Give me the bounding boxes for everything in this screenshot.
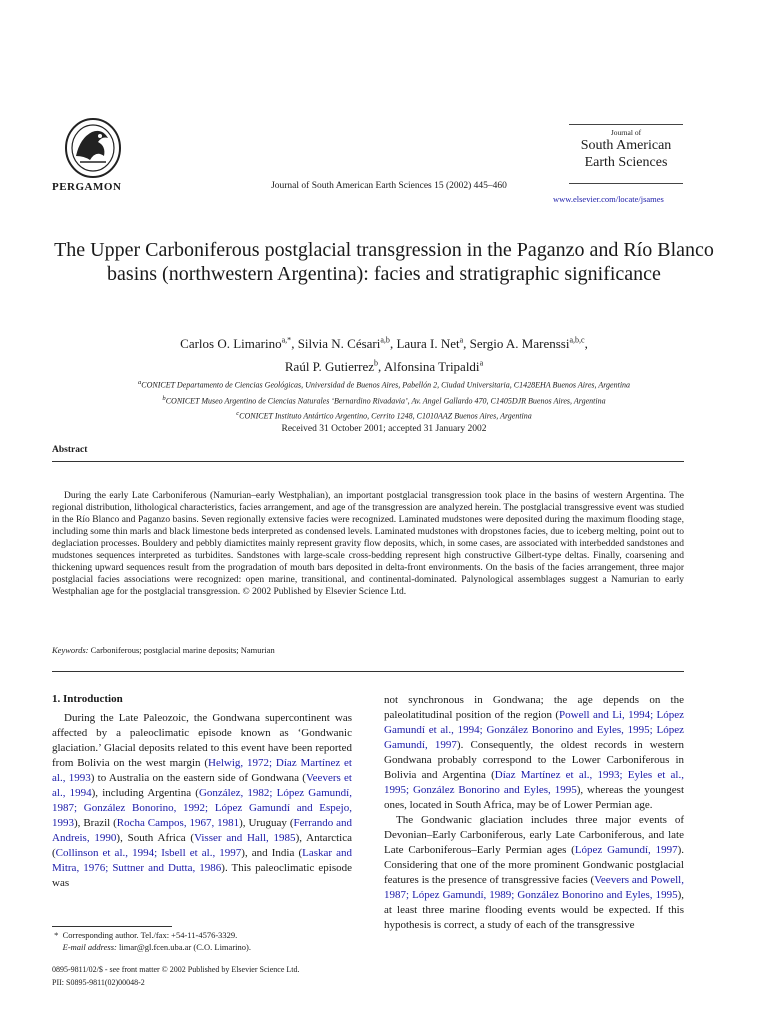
citation-link[interactable]: López Gamundí, 1997 bbox=[574, 844, 678, 856]
affiliation: $^b$CONICET Museo Argentino de Ciencias Naturales ‘Bernardino Rivadavia’, Av. Angel Gallardo 470, C1405DJR Buenos Aires, Argentina bbox=[162, 394, 606, 406]
journal-of-label: Journal of bbox=[610, 128, 642, 137]
author: Raúl P. Gutierrez$^b$, bbox=[284, 358, 384, 374]
affiliation: $^a$CONICET Departamento de Ciencias Geológicas, Universidad de Buenos Aires, Pabellón 2, Ciudad Universitaria, C1428EHA Buenos Aires, Argentina bbox=[137, 379, 631, 390]
publisher-logo bbox=[62, 116, 124, 180]
author: Laura I. Net$^a$, bbox=[396, 336, 470, 352]
abstract-heading: Abstract bbox=[52, 445, 88, 455]
paragraph: The Gondwanic glaciation includes three major events of Devonian–Early Carboniferous, early Late Carboniferous, and late Late Carboniferous–Early Permian ages (López Gamundí, 1997). Considering that one of the more prominent Gondwanic postglacial features is the presence of transgressive facies (Veevers and Powell, 1987; López Gamundí, 1989; González Bonorino and Eyles, 1995), at least three marine flooding events would be expected. If this hypothesis is correct, a study of each of the transgressive bbox=[384, 814, 684, 931]
article-title: The Upper Carboniferous postglacial transgression in the Paganzo and Río Blanco basins (northwestern Argentina): facies and stratigraphic significance bbox=[54, 239, 714, 285]
received-dates: Received 31 October 2001; accepted 31 January 2002 bbox=[281, 424, 487, 434]
author: Alfonsina Tripaldi$^a$ bbox=[383, 358, 484, 374]
journal-name bbox=[569, 137, 683, 171]
email-link[interactable]: limar@gl.fcen.uba.ar (C.O. Limarino). bbox=[118, 942, 251, 952]
citation-link[interactable]: Visser and Hall, 1985 bbox=[194, 832, 296, 844]
abstract-top-rule bbox=[52, 461, 684, 462]
right-column bbox=[384, 693, 684, 933]
journal-name-line2: Earth Sciences bbox=[584, 155, 668, 170]
publisher-name: PERGAMON bbox=[52, 181, 122, 193]
citation-link[interactable]: Collinson et al., 1994; Isbell et al., 1997 bbox=[55, 847, 242, 859]
footnote-email: E-mail address: limar@gl.fcen.uba.ar (C.O. Limarino). bbox=[62, 942, 251, 952]
paragraph: During the Late Paleozoic, the Gondwana supercontinent was affected by a paleoclimatic episode known as ‘Gondwanic glaciation.’ Glacial deposits related to this event have been reported from Bolivia on the west margin (Helwig, 1972; Díaz Martínez et al., 1993) to Australia on the eastern side of Gondwana (Veevers et al., 1994), including Argentina (González, 1982; López Gamundí, 1987; González Bonorino, 1992; López Gamundí and Espejo, 1993), Brazil (Rocha Campos, 1967, 1981), Uruguay (Ferrando and Andreis, 1990), South Africa (Visser and Hall, 1985), Antarctica (Collinson et al., 1994; Isbell et al., 1997), and India (Laskar and Mitra, 1976; Suttner and Dutta, 1986). This paleoclimatic episode was bbox=[52, 712, 353, 889]
citation-link[interactable]: Rocha Campos, 1967, 1981 bbox=[116, 817, 240, 829]
keywords-label: Keywords: bbox=[52, 645, 89, 655]
author: Carlos O. Limarino$^{a,*}$, bbox=[180, 336, 298, 352]
citation-link[interactable]: Veevers et al., 1994 bbox=[52, 772, 352, 799]
citation-link[interactable]: González, 1982; López Gamundí, 1987; González Bonorino, 1992; López Gamundí and Espejo, 1993 bbox=[52, 787, 352, 829]
footnote-corresponding: * Corresponding author. Tel./fax: +54-11-4576-3329. bbox=[54, 930, 238, 940]
imprint bbox=[52, 963, 300, 989]
affiliation: $^c$CONICET Instituto Antártico Argentino, Cerrito 1248, C1010AAZ Buenos Aires, Argentina bbox=[236, 410, 532, 421]
keywords bbox=[52, 645, 275, 655]
footnote-rule bbox=[52, 926, 172, 927]
author: Silvia N. Césari$^{a,b}$, bbox=[297, 336, 397, 352]
journal-name-line1: South American bbox=[580, 138, 672, 153]
journal-masthead bbox=[569, 128, 683, 171]
abstract-bottom-rule bbox=[52, 671, 684, 672]
citation-link[interactable]: Ferrando and Andreis, 1990 bbox=[52, 817, 352, 844]
citation-link[interactable]: Laskar and Mitra, 1976; Suttner and Dutta, 1986 bbox=[52, 847, 353, 874]
journal-url-link[interactable]: www.elsevier.com/locate/jsames bbox=[553, 194, 664, 204]
imprint-pii: PII: S0895-9811(02)00048-2 bbox=[52, 978, 145, 987]
left-column bbox=[52, 711, 352, 891]
citation-link[interactable]: Veevers and Powell, 1987; López Gamundí, 1989; González Bonorino and Eyles, 1995 bbox=[384, 874, 684, 901]
journal-top-rule bbox=[569, 124, 683, 125]
section-heading: 1. Introduction bbox=[52, 693, 123, 705]
author: Sergio A. Marenssi$^{a,b,c}$, bbox=[469, 336, 588, 352]
affiliations bbox=[40, 376, 728, 423]
paragraph: not synchronous in Gondwana; the age depends on the paleolatitudinal position of the region (Powell and Li, 1994; López Gamundí et al., 1994; González Bonorino and Eyles, 1995; López Gamundí, 1997). Consequently, the oldest records in western Gondwana probably correspond to the Lower Carboniferous in Bolivia and Argentina (Díaz Martínez et al., 1993; Eyles et al., 1995; González Bonorino and Eyles, 1995), whereas the youngest ones, located in South Africa, may be of Lower Permian age. bbox=[384, 694, 684, 811]
author-list bbox=[40, 331, 728, 376]
keywords-list: Carboniferous; postglacial marine deposits; Namurian bbox=[90, 645, 275, 655]
abstract-text: During the early Late Carboniferous (Namurian–early Westphalian), an important postglacial transgression took place in the basins of western Argentina. The regional distribution, lithological characteristics, facies arrangement, and age of the transgression are analyzed herein. The postglacial transgressive event was studied in the Río Blanco and Paganzo basins. Seven regionally extensive facies were recognized. Laminated mudstones were deposited during the maximum flooding stage, including some thin marls and black limestone beds interpreted as condensed levels. Laminated mudstones with dropstones facies, due to iceberg melting, point out to deglaciation processes. Bouldery and pebbly diamictites mainly represent gravity flow deposits, which, in some cases, are associated with interbedded sandstones and mudstones sequences interpreted as turbidites. Sandstones with large-scale cross-bedding represent high constructive Gilbert-type deltas. Finally, coarsening and thickening upward sequences result from the progradation of mouth bars deposited in delta-front environments. On the basis of the facies arrangement, three major postglacial facies associations were recognized: open marine, transitional, and continental-dominated. Palynological assemblages suggest a Namurian to early Westphalian age for the postglacial transgression. © 2002 Published by Elsevier Science Ltd. bbox=[52, 491, 684, 597]
citation-link[interactable]: Powell and Li, 1994; López Gamundí et al., 1994; González Bonorino and Eyles, 1995; López Gamundí, 1997 bbox=[384, 709, 684, 751]
imprint-copyright: 0895-9811/02/$ - see front matter © 2002 Published by Elsevier Science Ltd. bbox=[52, 965, 300, 974]
footnote bbox=[52, 929, 251, 953]
journal-bottom-rule bbox=[569, 183, 683, 184]
journal-citation: Journal of South American Earth Sciences 15 (2002) 445–460 bbox=[271, 181, 507, 191]
citation-link[interactable]: Helwig, 1972; Díaz Martínez et al., 1993 bbox=[52, 757, 352, 784]
citation-link[interactable]: Díaz Martínez et al., 1993; Eyles et al., 1995; González Bonorino and Eyles, 1995 bbox=[384, 769, 684, 796]
